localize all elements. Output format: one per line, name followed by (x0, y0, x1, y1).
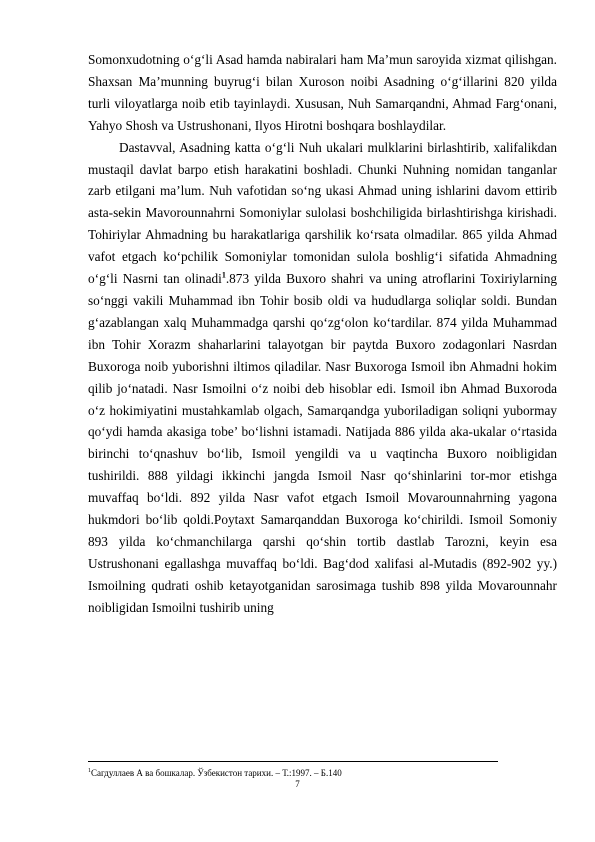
paragraph-2-text-start: Dastavval, Asadning katta o‘g‘li Nuh ukalari mulklarini birlashtirib, xalifalikdan mustaqil davlat barpo etish harakatini boshladi. Chunki Nuhning nomidan tanganlar zarb etilgani ma’lum. Nuh vafotidan so‘ng ukasi Ahmad uning ishlarini davom ettirib asta-sekin Mavorounnahrni Somoniylar sulolasi boshchiligida birlashtirishga kirishadi. Tohiriylar Ahmadning bu harakatlariga qarshilik ko‘rsata olmadilar. 865 yilda Ahmad vafot etgach ko‘pchilik Somoniylar tomonidan sulola boshlig‘i sifatida Ahmadning o‘g‘li Nasrni tan olinadi (88, 139, 557, 287)
paragraph-2 (88, 137, 557, 619)
page-number: 7 (295, 779, 300, 789)
body-text (88, 49, 557, 619)
paragraph-1: Somonxudotning o‘g‘li Asad hamda nabiralari ham Ma’mun saroyida xizmat qilishgan. Shaxsan Ma’munning buyrug‘i bilan Xuroson noibi Asadning o‘g‘illarini 820 yilda turli viloyatlarga noib etib tayinlaydi. Xususan, Nuh Samarqandni, Ahmad Farg‘onani, Yahyo Shosh va Ustrushonani, Ilyos Hirotni boshqara boshlaydilar. (88, 52, 557, 133)
footnote-divider (88, 761, 498, 762)
footnote (88, 768, 557, 779)
footnote-reference: 1 (221, 270, 226, 280)
footnote-number: 1 (88, 768, 91, 774)
paragraph-2-text-end: .873 yilda Buxoro shahri va uning atroflarini Toxiriylarning so‘nggi vakili Muhammad ibn Tohir bosib oldi va hududlarga soliqlar soldi. Bundan g‘azablangan xalq Muhammadga qarshi qo‘zg‘olon ko‘tardilar. 874 yilda Muhammad ibn Tohir Xorazm shaharlarini talayotgan bir paytda Buxoro zodagonlari Nasrdan Buxoroga noib yuborishni iltimos qiladilar. Nasr Buxoroga Ismoil ibn Ahmadni hokim qilib jo‘natadi. Nasr Ismoilni o‘z noibi deb hisoblar edi. Ismoil ibn Ahmad Buxoroda o‘z hokimiyatini mustahkamlab olgach, Samarqandga yuboriladigan soliqni yubormay qo‘ydi hamda akasiga tobe’ bo‘lishni istamadi. Natijada 886 yilda aka-ukalar o‘rtasida birinchi to‘qnashuv bo‘lib, Ismoil yengildi va u vaqtincha Buxoro noibligidan tushirildi. 888 yildagi ikkinchi jangda Ismoil Nasr qo‘shinlarini tor-mor etishga muvaffaq bo‘ldi. 892 yilda Nasr vafot etgach Ismoil Movarounnahrning yagona hukmdori bo‘lib qoldi.Poytaxt Samarqanddan Buxoroga ko‘chirildi. Ismoil Somoniy 893 yilda ko‘chmanchilarga qarshi qo‘shin tortib dastlab Tarozni, keyin esa Ustrushonani egallashga muvaffaq bo‘ldi. Bag‘dod xalifasi al-Mutadis (892-902 yy.) Ismoilning qudrati oshib ketayotganidan sarosimaga tushib 898 yilda Movarounnahr noibligidan Ismoilni tushirib uning (88, 271, 557, 615)
footnote-text: Сагдуллаев А ва бошкалар. Ўзбекистон тарихи. – Т.:1997. – Б.140 (91, 768, 342, 778)
